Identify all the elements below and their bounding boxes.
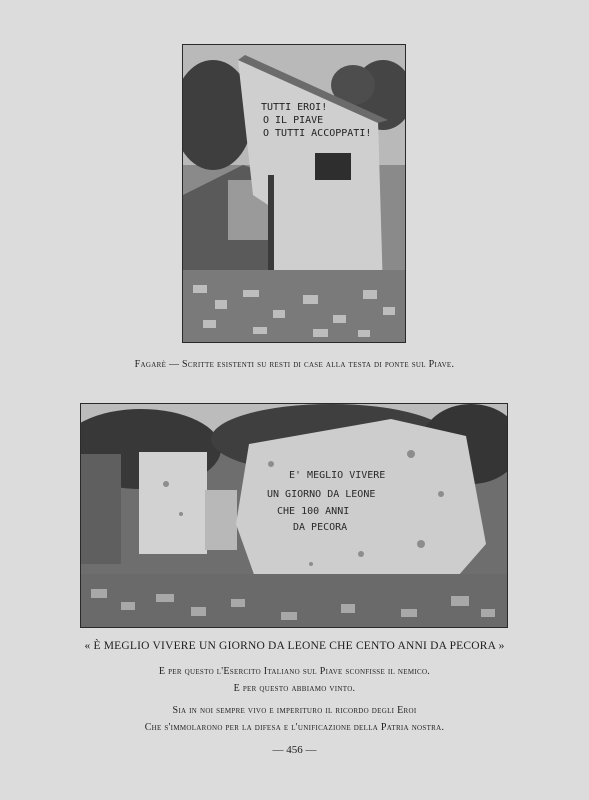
photo-inscribed-stone <box>80 403 508 628</box>
stone-inscription-line-1: E' MEGLIO VIVERE <box>289 470 386 481</box>
stone-inscription-line-4: DA PECORA <box>293 522 348 533</box>
page-number: — 456 — <box>272 744 317 756</box>
inscription-line-1: TUTTI EROI! <box>261 102 328 113</box>
stone-inscription-line-3: CHE 100 ANNI <box>277 506 350 517</box>
inscription-line-2: O IL PIAVE <box>263 115 324 126</box>
inscription-line-3: O TUTTI ACCOPPATI! <box>263 128 372 139</box>
ruined-house-image <box>183 45 405 342</box>
text-line-4: Che s'immolarono per la difesa e l'unificazione della Patria nostra. <box>144 722 445 733</box>
text-line-1: E per questo l'Esercito Italiano sul Piave sconfisse il nemico. <box>158 666 431 677</box>
photo-ruined-house <box>182 44 406 343</box>
stone-inscription-line-2: UN GIORNO DA LEONE <box>267 489 376 500</box>
caption-top: Fagarè — Scritte esistenti su resti di case alla testa di ponte sul Piave. <box>134 359 455 370</box>
text-line-3: Sia in noi sempre vivo e imperituro il ricordo degli Eroi <box>172 705 417 716</box>
inscribed-stone-image <box>81 404 507 627</box>
motto-quote: « È MEGLIO VIVERE UN GIORNO DA LEONE CHE CENTO ANNI DA PECORA » <box>84 640 505 652</box>
text-line-2: E per questo abbiamo vinto. <box>233 683 356 694</box>
